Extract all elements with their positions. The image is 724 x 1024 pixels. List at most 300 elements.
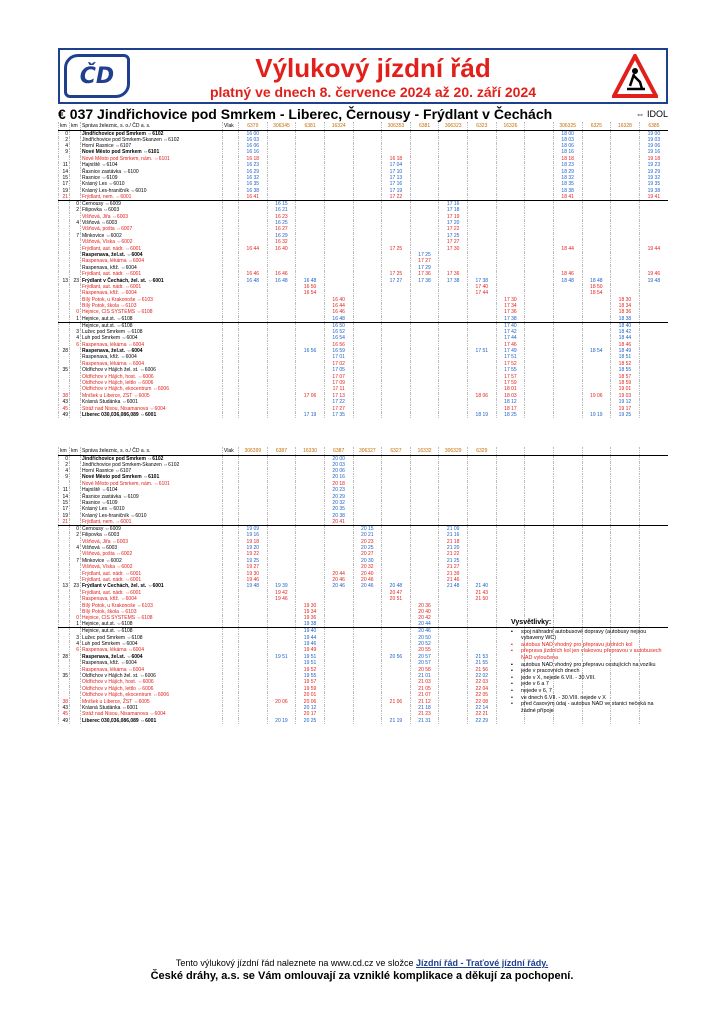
departure-time: 16 50 <box>324 322 353 329</box>
header-operator: Správa železnic, s. o./ ČD a. s. <box>81 122 223 130</box>
departure-time: 16 38 <box>239 188 268 194</box>
departure-time: 17 16 <box>382 181 411 187</box>
route-line <box>58 106 668 122</box>
departure-time: 21 18 <box>439 538 468 544</box>
departure-time: 20 47 <box>382 590 411 596</box>
legend-item <box>511 629 668 642</box>
km-value: 43 <box>59 705 70 711</box>
km-value: 49 <box>59 412 70 418</box>
departure-time: 18 46 <box>553 271 582 277</box>
departure-time: 17 36 <box>410 271 439 277</box>
departure-time: 18 03 <box>496 393 525 399</box>
km-value: 21 <box>59 194 70 201</box>
departure-time: 16 44 <box>239 245 268 251</box>
train-number <box>496 447 525 455</box>
km2-value: 4 <box>70 220 81 226</box>
km-value: 13 <box>59 583 70 589</box>
departure-time: 18 12 <box>496 399 525 405</box>
departure-time: 18 41 <box>553 194 582 201</box>
departure-time: 21 23 <box>410 711 439 717</box>
km2-value: 1 <box>70 621 81 628</box>
departure-time: 18 18 <box>553 156 582 162</box>
header-km: km <box>59 122 70 130</box>
station-name: Nové Město pod Smrkem ⇔6101 <box>81 474 223 480</box>
departure-time: 17 13 <box>324 393 353 399</box>
departure-time: 22 21 <box>468 711 497 717</box>
departure-time: 19 06 <box>582 393 611 399</box>
departure-time: 18 30 <box>611 296 640 302</box>
header-km: km <box>70 122 81 130</box>
departure-time: 18 25 <box>496 412 525 418</box>
departure-time: 19 20 <box>239 545 268 551</box>
departure-time: 17 16 <box>439 201 468 208</box>
departure-time: 19 29 <box>639 168 668 174</box>
station-name: Raspenava, žel.st. ⇔6004 <box>81 348 223 354</box>
departure-time: 19 55 <box>296 673 325 679</box>
km2-value: 23 <box>70 277 81 283</box>
station-name: Minkovice ⇔6002 <box>81 558 223 564</box>
departure-time: 17 27 <box>439 239 468 245</box>
upper-table <box>58 122 668 418</box>
departure-time: 20 46 <box>324 583 353 589</box>
departure-time: 21 31 <box>410 718 439 724</box>
train-number: 6381 <box>410 122 439 130</box>
station-name: Černousy ⇔6009 <box>81 201 223 208</box>
departure-time: 16 21 <box>267 207 296 213</box>
departure-time: 20 12 <box>296 705 325 711</box>
departure-time: 20 44 <box>410 621 439 628</box>
departure-time: 20 36 <box>410 602 439 608</box>
station-name: Filipovka ⇔6003 <box>81 532 223 538</box>
euro-route-icon: € <box>58 106 66 122</box>
station-name: Frýdlant v Čechách, žel. st. ⇔6001 <box>81 583 223 589</box>
departure-time: 20 25 <box>353 545 382 551</box>
departure-time: 18 06 <box>468 393 497 399</box>
station-name: Raspenava, lékárna ⇔6004 <box>81 258 223 264</box>
departure-time: 22 29 <box>468 718 497 724</box>
station-name: Luh pod Smrkem ⇔6004 <box>81 335 223 341</box>
departure-time: 17 59 <box>496 380 525 386</box>
station-name: Filipovka ⇔6003 <box>81 207 223 213</box>
departure-time: 19 42 <box>267 590 296 596</box>
departure-time: 19 38 <box>639 188 668 194</box>
header-km: km <box>70 447 81 455</box>
station-name: Raspenava, lékárna ⇔6004 <box>81 341 223 347</box>
bullet-icon: • <box>511 674 513 681</box>
train-number: 306399 <box>239 447 268 455</box>
km2-value: 0 <box>70 526 81 533</box>
train-number: 16330 <box>296 447 325 455</box>
station-name: Raspenava, křiž. ⇔6004 <box>81 596 223 602</box>
departure-time: 18 48 <box>553 277 582 283</box>
legend-text: jede v X, nejede 6.VII. - 30.VIII. <box>521 674 596 681</box>
departure-time: 19 25 <box>611 412 640 418</box>
departure-time: 18 06 <box>553 143 582 149</box>
departure-time: 17 27 <box>324 405 353 411</box>
km-value: 35 <box>59 673 70 679</box>
station-name: Frýdlant, aut. nádr. ⇔6001 <box>81 271 223 277</box>
train-number: 306325 <box>553 122 582 130</box>
departure-time: 20 46 <box>353 577 382 583</box>
station-name: Jindřichovice pod Smrkem-Skanzen ⇔6102 <box>81 462 223 468</box>
bus-icon: ▪ <box>511 628 513 635</box>
departure-time: 18 59 <box>611 380 640 386</box>
departure-time: 19 18 <box>639 156 668 162</box>
departure-time: 19 59 <box>296 686 325 692</box>
departure-time: 16 56 <box>296 348 325 354</box>
departure-time <box>353 718 382 724</box>
departure-time: 18 01 <box>496 386 525 392</box>
departure-time: 19 30 <box>239 570 268 576</box>
station-name: Jindřichovice pod Smrkem-Skanzen ⇔6102 <box>81 137 223 143</box>
departure-time: 17 10 <box>382 168 411 174</box>
station-name: Bílý Potok, u Krakonoše ⇔6103 <box>81 296 223 302</box>
km-value: 38 <box>59 393 70 399</box>
footer-link[interactable]: Jízdní řád - Traťové jízdní řády. <box>415 958 549 968</box>
station-flag <box>223 718 239 724</box>
departure-time <box>410 412 439 418</box>
station-name: Lužec pod Smrkem ⇔6108 <box>81 329 223 335</box>
station-name: Krásný Les ⇔6010 <box>81 181 223 187</box>
km-value: 49 <box>59 718 70 724</box>
bullet-icon: • <box>511 681 513 688</box>
departure-time: 17 51 <box>468 348 497 354</box>
departure-time: 17 57 <box>496 373 525 379</box>
km2-value: 4 <box>70 335 81 341</box>
departure-time: 17 20 <box>439 220 468 226</box>
departure-time: 21 16 <box>439 532 468 538</box>
train-number: 306345 <box>267 122 296 130</box>
station-name: Raspenava, křiž. ⇔6004 <box>81 354 223 360</box>
station-name: Višňová ⇔6003 <box>81 545 223 551</box>
departure-time: 17 05 <box>324 367 353 373</box>
station-name: Řasnice ⇔6109 <box>81 175 223 181</box>
km-value: 9 <box>59 474 70 480</box>
station-name: Oldřichov v Hájích žel. st. ⇔6006 <box>81 367 223 373</box>
km-value: 4 <box>59 468 70 474</box>
departure-time: 19 46 <box>239 577 268 583</box>
departure-time: 20 01 <box>296 692 325 698</box>
timetable-header <box>58 48 668 104</box>
train-number: 16328 <box>611 122 640 130</box>
train-number <box>525 447 554 455</box>
station-name: Višňová, Víska ⇔6002 <box>81 239 223 245</box>
station-name: Hejnice, ČIS SYSTEMS ⇔6108 <box>81 615 223 621</box>
station-name: Liberec 030,036,086,089 ⇔6001 <box>81 412 223 418</box>
departure-time: 20 18 <box>324 481 353 487</box>
station-name: Hajniště ⇔6104 <box>81 487 223 493</box>
km2-value: 3 <box>70 329 81 335</box>
departure-time: 19 12 <box>611 399 640 405</box>
km-value: 17 <box>59 506 70 512</box>
departure-time: 19 06 <box>639 143 668 149</box>
departure-time: 16 48 <box>296 277 325 283</box>
departure-time: 18 17 <box>496 405 525 411</box>
departure-time: 20 06 <box>324 468 353 474</box>
station-name: Jindřichovice pod Smrkem ⇔6102 <box>81 455 223 462</box>
station-name: Raspenava, křiž. ⇔6004 <box>81 660 223 666</box>
departure-time: 19 44 <box>296 634 325 640</box>
departure-time: 17 19 <box>296 412 325 418</box>
departure-time: 17 22 <box>382 194 411 201</box>
departure-time: 19 25 <box>239 558 268 564</box>
station-name: Krásný Les-hraničník ⇔6010 <box>81 513 223 519</box>
wheelchair-icon: ▪ <box>511 661 513 668</box>
departure-time: 19 44 <box>639 245 668 251</box>
header-vlak: Vlak <box>223 447 239 455</box>
departure-time: 17 22 <box>324 399 353 405</box>
departure-time: 16 46 <box>267 271 296 277</box>
departure-time: 19 18 <box>239 538 268 544</box>
departure-time: 22 14 <box>468 705 497 711</box>
station-name: Nové Město pod Smrkem, nám. ⇔6101 <box>81 481 223 487</box>
km2-value: 0 <box>70 201 81 208</box>
station-name: Krásná Studánka ⇔6001 <box>81 705 223 711</box>
legend-item <box>511 668 668 675</box>
departure-time: 20 51 <box>382 596 411 602</box>
station-name: Mníšek u Liberce, ŽST ⇔6005 <box>81 698 223 704</box>
departure-time <box>439 412 468 418</box>
station-name: Hejnice, aut.st. ⇔6108 <box>81 322 223 329</box>
departure-time: 20 03 <box>324 462 353 468</box>
departure-time: 18 16 <box>553 149 582 155</box>
legend-text: nejede v 6, 7 <box>521 687 552 694</box>
departure-time: 17 04 <box>382 162 411 168</box>
departure-time: 20 38 <box>324 513 353 519</box>
validity-subtitle: platný ve dnech 8. července 2024 až 20. září 2024 <box>209 84 537 100</box>
station-name: Mníšek u Liberce, ŽST ⇔6005 <box>81 393 223 399</box>
departure-time: 20 42 <box>410 615 439 621</box>
station-name: Raspenava, křiž. ⇔6004 <box>81 290 223 296</box>
departure-time: 18 46 <box>611 341 640 347</box>
departure-time: 21 20 <box>439 545 468 551</box>
departure-time: 22 02 <box>468 673 497 679</box>
departure-time: 16 27 <box>267 226 296 232</box>
departure-time: 21 48 <box>439 583 468 589</box>
departure-time: 19 48 <box>239 583 268 589</box>
legend <box>511 620 668 750</box>
station-name: Frýdlant, aut. nádr. ⇔6001 <box>81 577 223 583</box>
departure-time: 20 57 <box>410 660 439 666</box>
departure-time: 21 12 <box>410 698 439 704</box>
station-name: Černousy ⇔6009 <box>81 526 223 533</box>
train-number: 306353 <box>382 122 411 130</box>
departure-time: 21 25 <box>439 558 468 564</box>
station-name: Oldřichov v Hájích, ekocentrum ⇔6006 <box>81 692 223 698</box>
km2-value: 3 <box>70 634 81 640</box>
departure-time: 16 32 <box>267 239 296 245</box>
legend-item <box>511 695 668 702</box>
departure-time: 16 48 <box>324 316 353 323</box>
timetable-row <box>59 412 669 418</box>
departure-time: 17 35 <box>324 412 353 418</box>
departure-time <box>239 412 268 418</box>
bus-icon: ▪ <box>511 641 513 648</box>
station-name: Oldřichov v Hájích, lettlo ⇔6006 <box>81 686 223 692</box>
departure-time: 21 01 <box>410 673 439 679</box>
station-name: Frýdlant v Čechách, žel. st. ⇔6001 <box>81 277 223 283</box>
departure-time: 17 42 <box>496 329 525 335</box>
departure-time: 20 48 <box>382 583 411 589</box>
departure-time: 17 09 <box>324 380 353 386</box>
departure-time: 19 03 <box>611 393 640 399</box>
departure-time: 17 40 <box>468 284 497 290</box>
departure-time: 19 34 <box>296 609 325 615</box>
departure-time: 17 02 <box>324 361 353 367</box>
departure-time: 20 50 <box>410 634 439 640</box>
departure-time: 17 51 <box>496 354 525 360</box>
departure-time: 17 22 <box>439 226 468 232</box>
departure-time: 19 23 <box>639 162 668 168</box>
departure-time: 17 30 <box>496 296 525 302</box>
departure-time: 17 44 <box>496 335 525 341</box>
departure-time <box>639 412 668 418</box>
departure-time: 21 05 <box>410 686 439 692</box>
departure-time: 16 46 <box>239 271 268 277</box>
departure-time: 21 07 <box>410 692 439 698</box>
km-value: 15 <box>59 175 70 181</box>
route-name: Jindřichovice pod Smrkem - Liberec, Černousy - Frýdlant v Čechách <box>97 106 553 122</box>
train-number <box>639 447 668 455</box>
departure-time: 16 18 <box>382 156 411 162</box>
departure-time: 20 21 <box>353 532 382 538</box>
departure-time: 17 36 <box>439 271 468 277</box>
station-name: Raspenava, lékárna ⇔6004 <box>81 647 223 653</box>
departure-time: 16 54 <box>296 290 325 296</box>
departure-time: 20 35 <box>324 506 353 512</box>
train-number: 6387 <box>324 447 353 455</box>
train-number: 6323 <box>468 122 497 130</box>
departure-time: 20 32 <box>324 500 353 506</box>
departure-time: 16 03 <box>239 137 268 143</box>
km2-value: 23 <box>70 583 81 589</box>
train-number: 306323 <box>439 122 468 130</box>
bullet-icon: • <box>511 701 513 708</box>
station-name: Řasnice ⇔6109 <box>81 500 223 506</box>
departure-time: 19 46 <box>639 271 668 277</box>
station-name: Hajniště ⇔6104 <box>81 162 223 168</box>
departure-time: 16 46 <box>324 309 353 315</box>
train-number-header <box>59 122 669 130</box>
departure-time: 19 51 <box>267 654 296 660</box>
station-name: Višňová, Víska ⇔6002 <box>81 564 223 570</box>
departure-time <box>525 412 554 418</box>
departure-time: 19 41 <box>639 194 668 201</box>
station-name: Hejnice, ČIS SYSTEMS ⇔6108 <box>81 309 223 315</box>
station-name: Jindřichovice pod Smrkem ⇔6102 <box>81 130 223 137</box>
train-number: 306327 <box>353 447 382 455</box>
station-name: Bílý Potok, škola ⇔6103 <box>81 609 223 615</box>
departure-time: 20 32 <box>353 564 382 570</box>
train-number: 6381 <box>296 122 325 130</box>
departure-time: 17 40 <box>496 322 525 329</box>
departure-time: 17 13 <box>382 175 411 181</box>
station-name: Hejnice, aut.st. ⇔6108 <box>81 316 223 323</box>
departure-time: 17 27 <box>382 277 411 283</box>
km-value: 4 <box>59 143 70 149</box>
km-value: 28 <box>59 348 70 354</box>
km-value: 43 <box>59 399 70 405</box>
legend-text: před časovým údaj - autobus NAD ve stanici nečeká na žádné přípoje <box>521 701 654 714</box>
km-value: 11 <box>59 487 70 493</box>
departure-time: 16 35 <box>239 181 268 187</box>
departure-time: 19 52 <box>296 666 325 672</box>
departure-time <box>439 718 468 724</box>
departure-time: 19 17 <box>611 405 640 411</box>
departure-time: 16 15 <box>267 201 296 208</box>
departure-time: 16 00 <box>239 130 268 137</box>
departure-time: 19 51 <box>296 660 325 666</box>
bus-icon: ▪ <box>511 648 513 655</box>
km-value: 2 <box>59 137 70 143</box>
departure-time: 19 40 <box>296 628 325 635</box>
departure-time: 18 35 <box>553 181 582 187</box>
departure-time <box>239 718 268 724</box>
departure-time: 20 00 <box>324 455 353 462</box>
tools-icon: ▪ <box>511 668 513 675</box>
departure-time: 21 03 <box>410 679 439 685</box>
departure-time: 18 19 <box>468 412 497 418</box>
km2-value: 6 <box>70 647 81 653</box>
departure-time: 17 34 <box>496 303 525 309</box>
departure-time: 16 40 <box>324 296 353 302</box>
station-name: Raspenava, žel.st. ⇔6004 <box>81 252 223 258</box>
legend-text: jede v pracovních dnech <box>521 668 580 675</box>
header-vlak: Vlak <box>223 122 239 130</box>
departure-time: 21 43 <box>468 590 497 596</box>
departure-time: 21 22 <box>439 551 468 557</box>
station-name: Hejnice, aut.st. ⇔6108 <box>81 628 223 635</box>
departure-time: 20 44 <box>324 570 353 576</box>
departure-time: 21 18 <box>410 705 439 711</box>
header-km: km <box>59 447 70 455</box>
train-number <box>582 447 611 455</box>
departure-time: 17 19 <box>439 213 468 219</box>
station-name: Oldřichov v Hájích, host. ⇔6006 <box>81 679 223 685</box>
departure-time: 20 29 <box>324 493 353 499</box>
km2-value: 1 <box>70 316 81 323</box>
train-number: 6329 <box>468 447 497 455</box>
bullet-icon: • <box>511 687 513 694</box>
station-name: Lužec pod Smrkem ⇔6108 <box>81 634 223 640</box>
station-name: Raspenava, žel.st. ⇔6004 <box>81 654 223 660</box>
departure-time <box>324 718 353 724</box>
departure-time: 17 38 <box>496 316 525 323</box>
legend-item <box>511 688 668 695</box>
station-name: Řasnice zastávka ⇔6100 <box>81 168 223 174</box>
departure-time: 22 05 <box>468 692 497 698</box>
train-number <box>525 122 554 130</box>
departure-time: 20 52 <box>410 641 439 647</box>
footer-text: Tento výlukový jízdní řád naleznete na www.cd.cz ve složce <box>175 958 414 968</box>
footer-info <box>0 958 724 968</box>
train-number <box>611 447 640 455</box>
station-name: Krásná Studánka ⇔6001 <box>81 399 223 405</box>
departure-time: 22 03 <box>468 679 497 685</box>
departure-time: 16 40 <box>267 245 296 251</box>
departure-time: 20 46 <box>410 628 439 635</box>
departure-time: 21 09 <box>439 526 468 533</box>
departure-time: 20 23 <box>353 538 382 544</box>
station-name: Řasnice zastávka ⇔6109 <box>81 493 223 499</box>
station-name: Krásný Les-hraničník ⇔6010 <box>81 188 223 194</box>
departure-time: 17 38 <box>439 277 468 283</box>
departure-time: 17 25 <box>382 271 411 277</box>
departure-time: 18 51 <box>611 354 640 360</box>
departure-time: 20 25 <box>296 718 325 724</box>
departure-time: 19 57 <box>296 679 325 685</box>
departure-time: 17 52 <box>496 361 525 367</box>
